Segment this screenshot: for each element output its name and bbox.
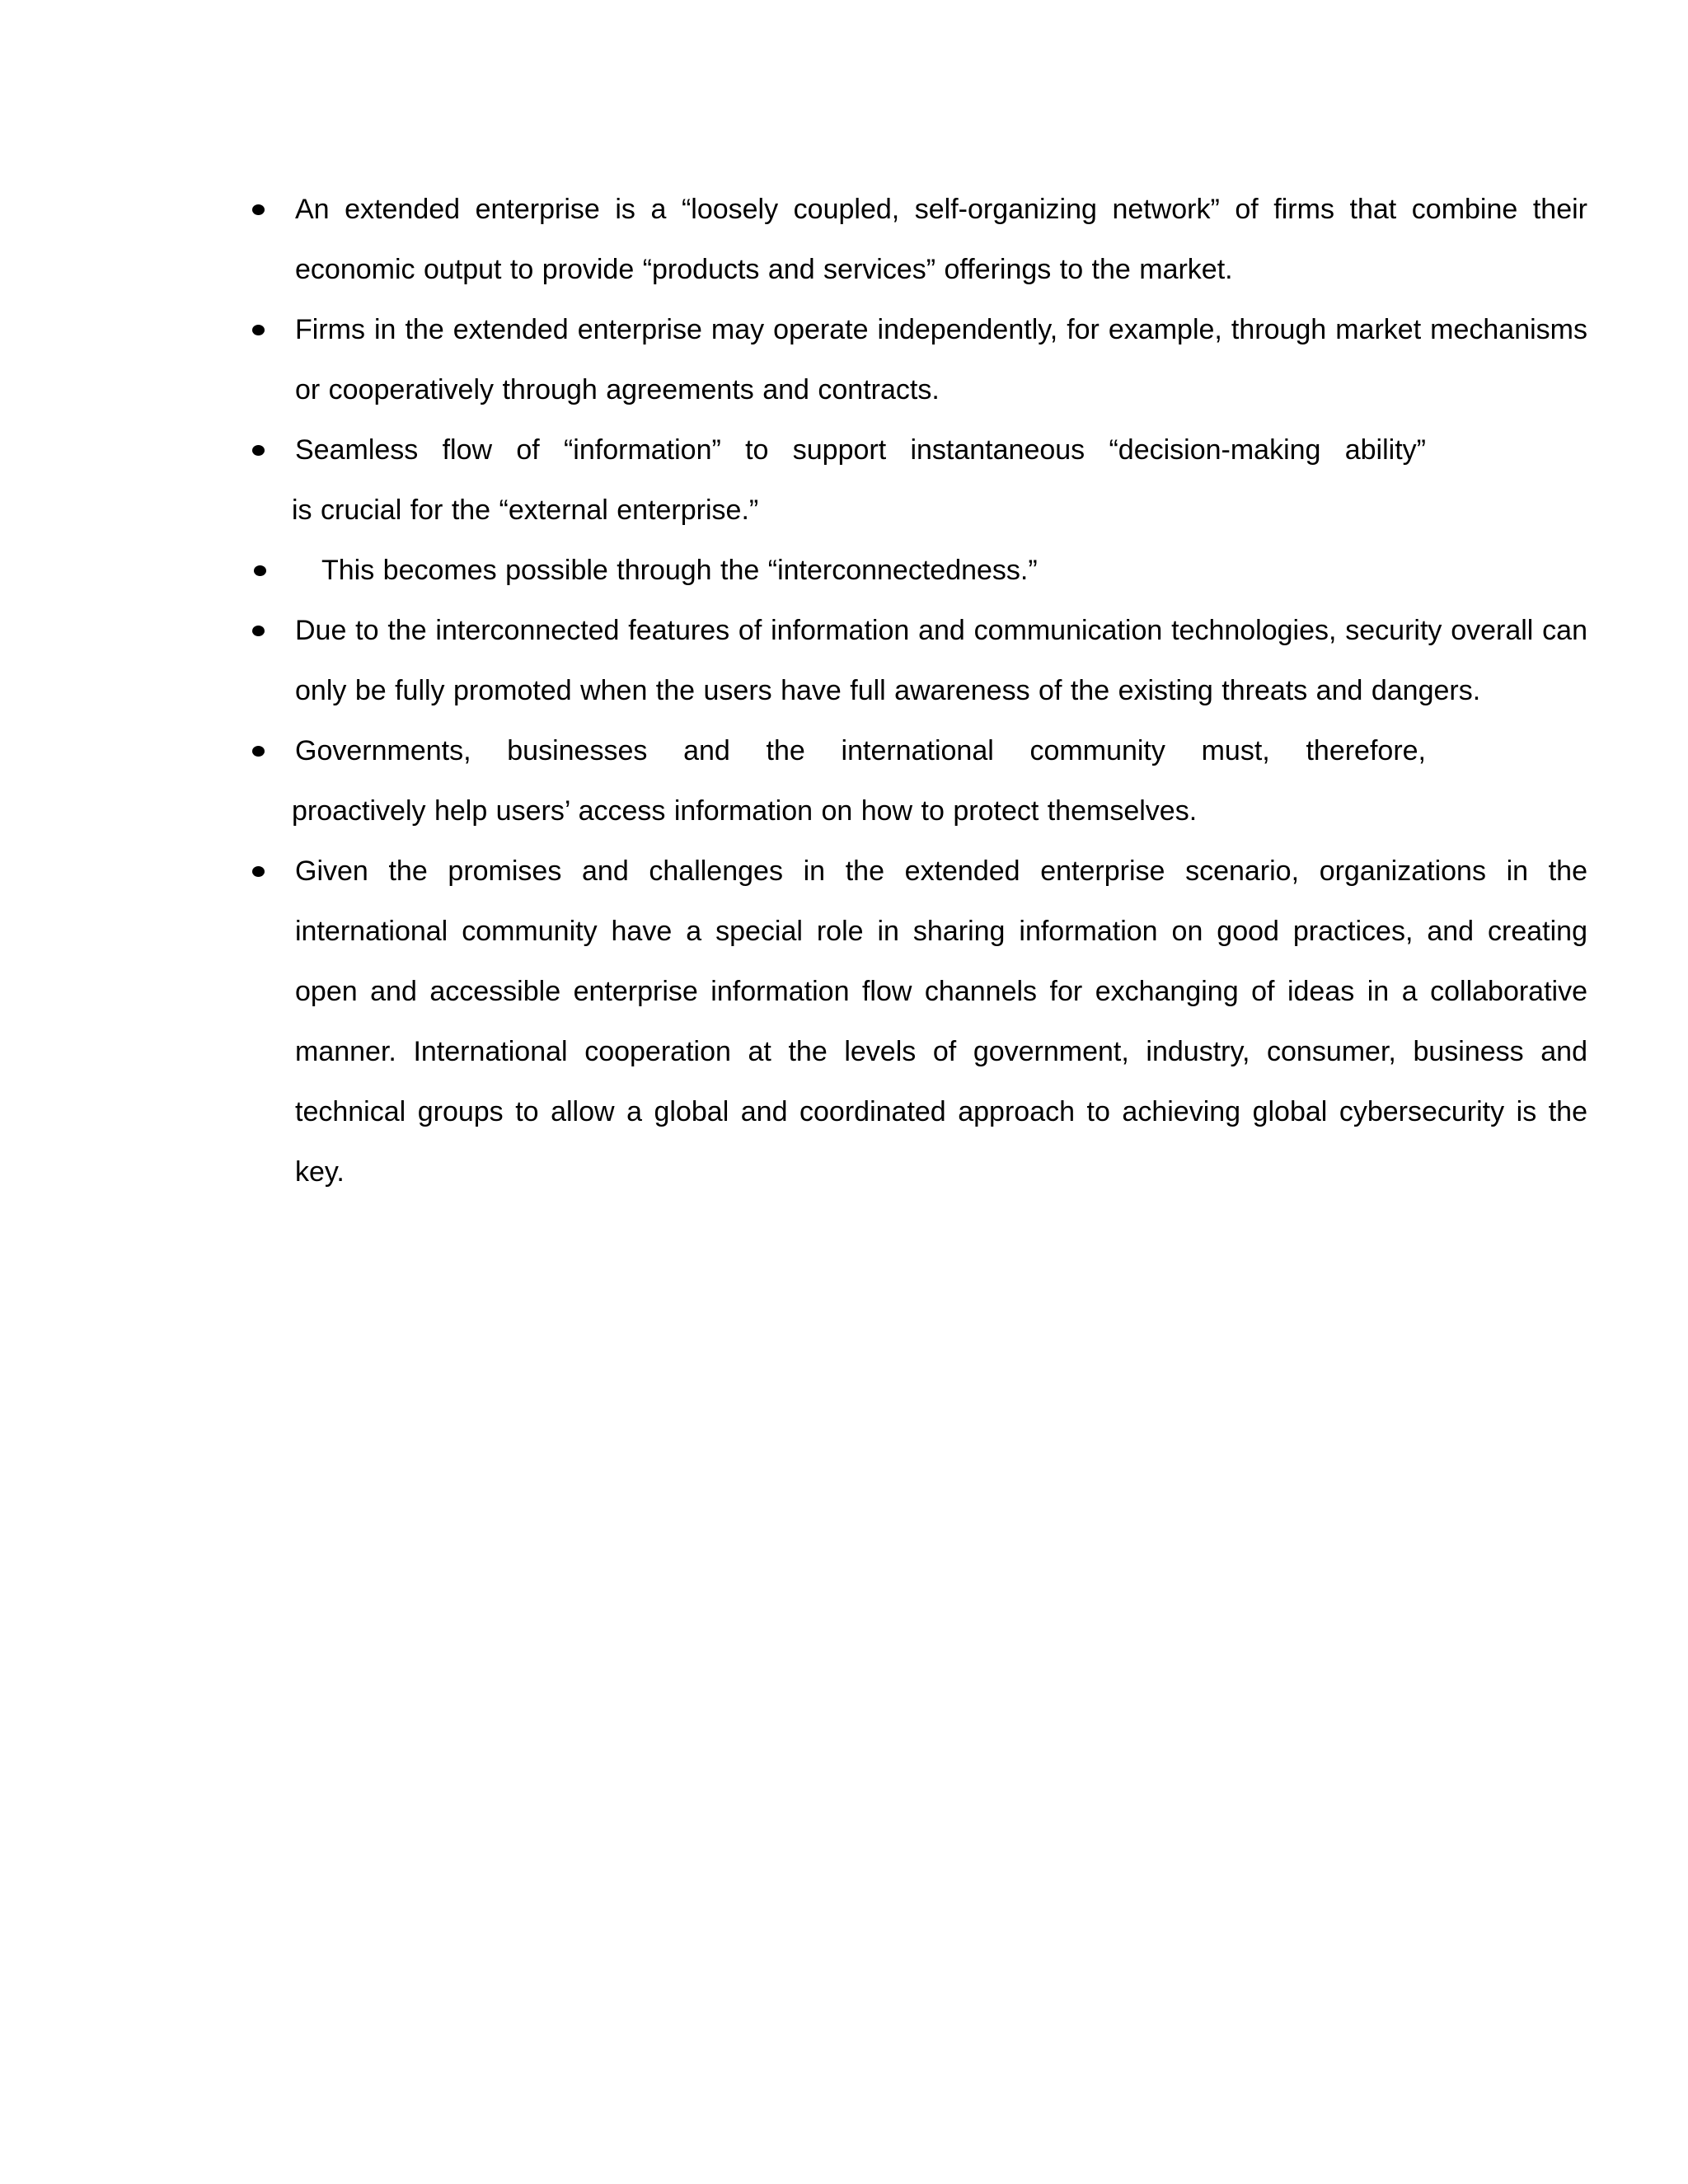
bullet-text-line-1: Seamless flow of “information” to support instantaneous “decision-making ability”: [295, 434, 1426, 466]
bullet-icon: [252, 325, 265, 335]
bullet-list: [292, 180, 1587, 1202]
list-item: [295, 300, 1587, 420]
bullet-icon: [254, 565, 266, 576]
list-item: [292, 721, 1587, 841]
list-item: [295, 601, 1587, 721]
bullet-text-line-1: Governments, businesses and the international community must, therefore,: [295, 735, 1426, 766]
bullet-text-line-2: proactively help users’ access information on how to protect themselves.: [292, 795, 1198, 827]
bullet-icon: [252, 866, 265, 877]
bullet-text: Firms in the extended enterprise may operate independently, for example, through market mechanisms or cooperatively through agreements and contracts.: [295, 314, 1587, 405]
bullet-icon: [252, 445, 265, 456]
bullet-text-line-2: is crucial for the “external enterprise.”: [292, 494, 759, 526]
bullet-icon: [252, 204, 265, 215]
bullet-icon: [252, 626, 265, 636]
bullet-text: Due to the interconnected features of information and communication technologies, security overall can only be fully promoted when the users have full awareness of the existing threats and dangers.: [295, 615, 1587, 706]
list-item: [295, 841, 1587, 1202]
list-item: [295, 541, 1587, 601]
bullet-text: This becomes possible through the “interconnectedness.”: [321, 555, 1038, 586]
bullet-text: Given the promises and challenges in the extended enterprise scenario, organizations in the international community have a special role in sharing information on good practices, and creating open and accessible enterprise information flow channels for exchanging of ideas in a collaborative manner. International cooperation at the levels of government, industry, consumer, business and technical groups to allow a global and coordinated approach to achieving global cybersecurity is the key.: [295, 855, 1587, 1188]
list-item: [295, 180, 1587, 300]
bullet-text: An extended enterprise is a “loosely coupled, self-organizing network” of firms that combine their economic output to provide “products and services” offerings to the market.: [295, 194, 1587, 285]
bullet-icon: [252, 746, 265, 757]
list-item: [292, 420, 1587, 541]
